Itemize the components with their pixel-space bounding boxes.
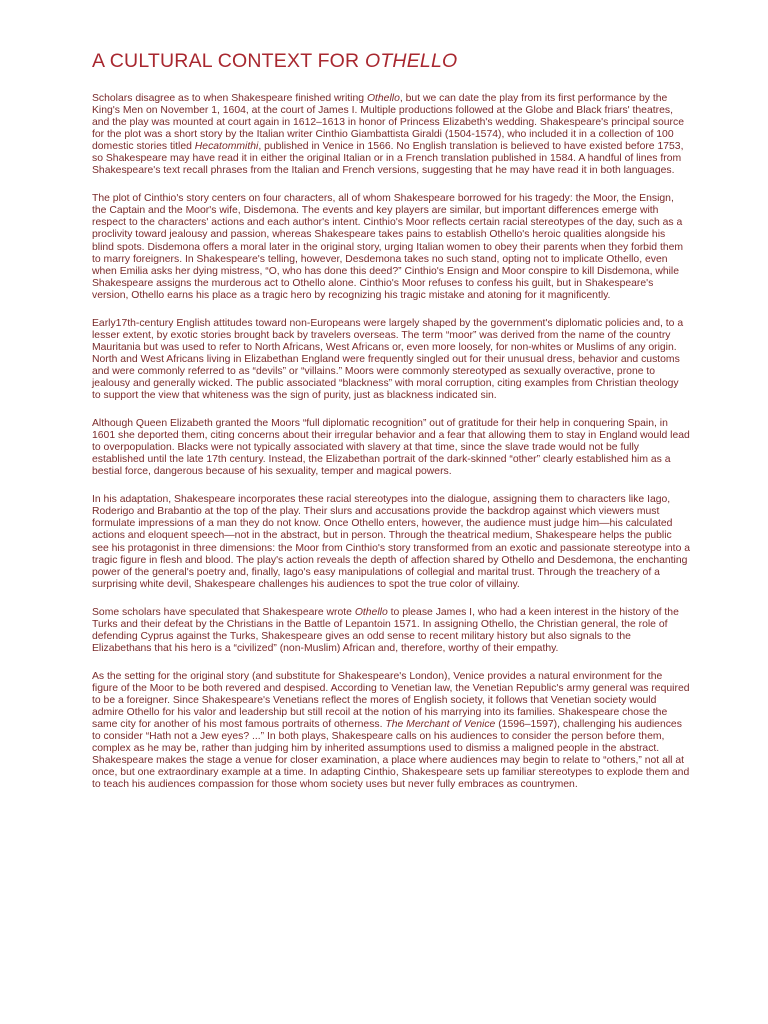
text-run: As the setting for the original story (and substitute for Shakespeare's London), Venice provides a natural environment for the figure of the Moor to be both revered and despised. According to Venetian law, the Venetian Republic's army general was required to be a foreigner. Since Shakespeare's Venetians reflect the mores of English society, it follows that Venetian society would admire Othello for his valor and leadership but still recoil at the notion of his marrying into its families. Shakespeare chose the same city for another of his most famous portraits of otherness. xyxy=(92,670,690,731)
text-run: Some scholars have speculated that Shakespeare wrote xyxy=(92,606,355,618)
text-run: , but we can date the play from its first performance by the King's Men on November 1, 1604, at the court of James I. Multiple productions followed at the Globe and Black friars' theatres, and the play was mounted at court again in 1612–1613 in honor of Princess Elizabeth's wedding. Shakespeare's principal source for the plot was a short story by the Italian writer Cinthio Giambattista Giraldi (1504-1574), who included it in a collection of 100 domestic stories titled xyxy=(92,93,684,153)
page-title xyxy=(92,50,457,73)
text-run: Scholars disagree as to when Shakespeare finished writing xyxy=(92,93,367,104)
text-run: The plot of Cinthio's story centers on four characters, all of whom Shakespeare borrowed for his tragedy: the Moor, the Ensign, the Captain and the Moor's wife, Disdemona. The events and key players are similar, but important differences emerge with respect to the characters' actions and each author's intent. Cinthio's Moor reflects certain racial stereotypes of the day, such as a proclivity toward jealousy and passion, whereas Shakespeare takes pains to establish Othello's heroic qualities alongside his blind spots. Disdemona offers a moral later in the original story, urging Italian women to obey their parents when they forbid them to marry foreigners. In Shakespeare's telling, however, Desdemona takes no such stand, opting not to implicate Othello, even when Emilia asks her dying mistress, “O, who has done this deed?” Cinthio's Ensign and Moor conspire to kill Disdemona, while Shakespeare assigns the murderous act to Othello alone. Cinthio's Moor refuses to confess his guilt, but in Shakespeare's version, Othello earns his place as a tragic hero by recognizing his tragic mistake and atoning for it magnificently. xyxy=(92,193,684,301)
paragraph xyxy=(92,318,690,402)
paragraph xyxy=(92,193,690,301)
title-prefix: A CULTURAL CONTEXT FOR xyxy=(92,50,365,72)
paragraph xyxy=(92,607,690,655)
paragraph xyxy=(92,494,690,590)
text-run: Early17th-century English attitudes toward non-Europeans were largely shaped by the government's diplomatic policies and, to a lesser extent, by exotic stories brought back by travelers overseas. The term “moor” was derived from the name of the country Mauritania but was used to refer to North Africans, West Africans or, even more loosely, for non-whites or Muslims of any origin. North and West Africans living in Elizabethan England were frequently singled out for their unusual dress, behavior and customs and were commonly referred to as “devils” or “villains.” Moors were commonly stereotyped as sexually overactive, prone to jealousy and generally wicked. The public associated “blackness” with moral corruption, citing examples from Christian theology to support the view that whiteness was the sign of purity, just as blackness indicated sin. xyxy=(92,317,684,402)
text-run: Although Queen Elizabeth granted the Moors “full diplomatic recognition” out of gratitude for their help in conquering Spain, in 1601 she deported them, citing concerns about their irregular behavior and a fear that allowing them to stay in England would lead to overpopulation. Blacks were not typically associated with slavery at that time, since the slave trade would not be fully established until the late 17th century. Instead, the Elizabethan portrait of the dark-skinned “other” clearly established him as a bestial force, dangerous because of his sexuality, temper and magical powers. xyxy=(92,418,690,478)
paragraph xyxy=(92,671,690,791)
text-run: In his adaptation, Shakespeare incorporates these racial stereotypes into the dialogue, assigning them to characters like Iago, Roderigo and Brabantio at the top of the play. Their slurs and accusations provide the backdrop against which viewers must formulate impressions of a man they do not know. Once Othello enters, however, the audience must judge him—his calculated actions and eloquent speech—not in the abstract, but in person. Through the theatrical medium, Shakespeare helps the public see his protagonist in three dimensions: the Moor from Cinthio's story transformed from an exotic and passionate stereotype into a tragic figure in flesh and blood. The play's action reveals the depth of affection shared by Othello and Desdemona, the enchanting power of the general's poetry and, finally, Iago's easy manipulations of collegial and marital trust. Through the treachery of a surprising white devil, Shakespeare challenges his audiences to spot the true color of villainy. xyxy=(92,494,691,590)
italic-title-run: The Merchant of Venice xyxy=(385,719,496,731)
italic-title-run: Othello xyxy=(354,606,388,618)
paragraph xyxy=(92,93,690,177)
italic-title-run: Hecatommithi xyxy=(194,141,259,153)
italic-title-run: Othello xyxy=(366,93,400,104)
article-body xyxy=(92,93,690,807)
text-run: (1596–1597), challenging his audiences to consider “Hath not a Jew eyes? ...” In both plays, Shakespeare calls on his audiences to consider the person before them, complex as he may be, rather than judging him by inherited assumptions used to dismiss a maligned people in the abstract. Shakespeare makes the stage a venue for closer examination, a place where audiences may begin to relate to “others,” not all at once, but one extraordinary example at a time. In adapting Cinthio, Shakespeare sets up familiar stereotypes to explode them and to teach his audiences compassion for those whom society uses but never fully embraces as countrymen. xyxy=(92,719,690,791)
paragraph xyxy=(92,418,690,478)
text-run: to please James I, who had a keen interest in the history of the Turks and their defeat by the Christians in the Battle of Lepantoin 1571. In assigning Othello, the Christian general, the role of defending Cyprus against the Turks, Shakespeare gives an odd sense to recent military history but also signals to the Elizabethans that his hero is a “civilized” (non-Muslim) African and, therefore, worthy of their empathy. xyxy=(92,606,679,654)
title-play-name: OTHELLO xyxy=(364,50,458,72)
text-run: , published in Venice in 1566. No English translation is believed to have existed before 1753, so Shakespeare may have read it in either the original Italian or in a French translation published in 1584. A handful of lines from Shakespeare's text recall phrases from the Italian and French versions, suggesting that he may have read it in both languages. xyxy=(92,141,684,177)
